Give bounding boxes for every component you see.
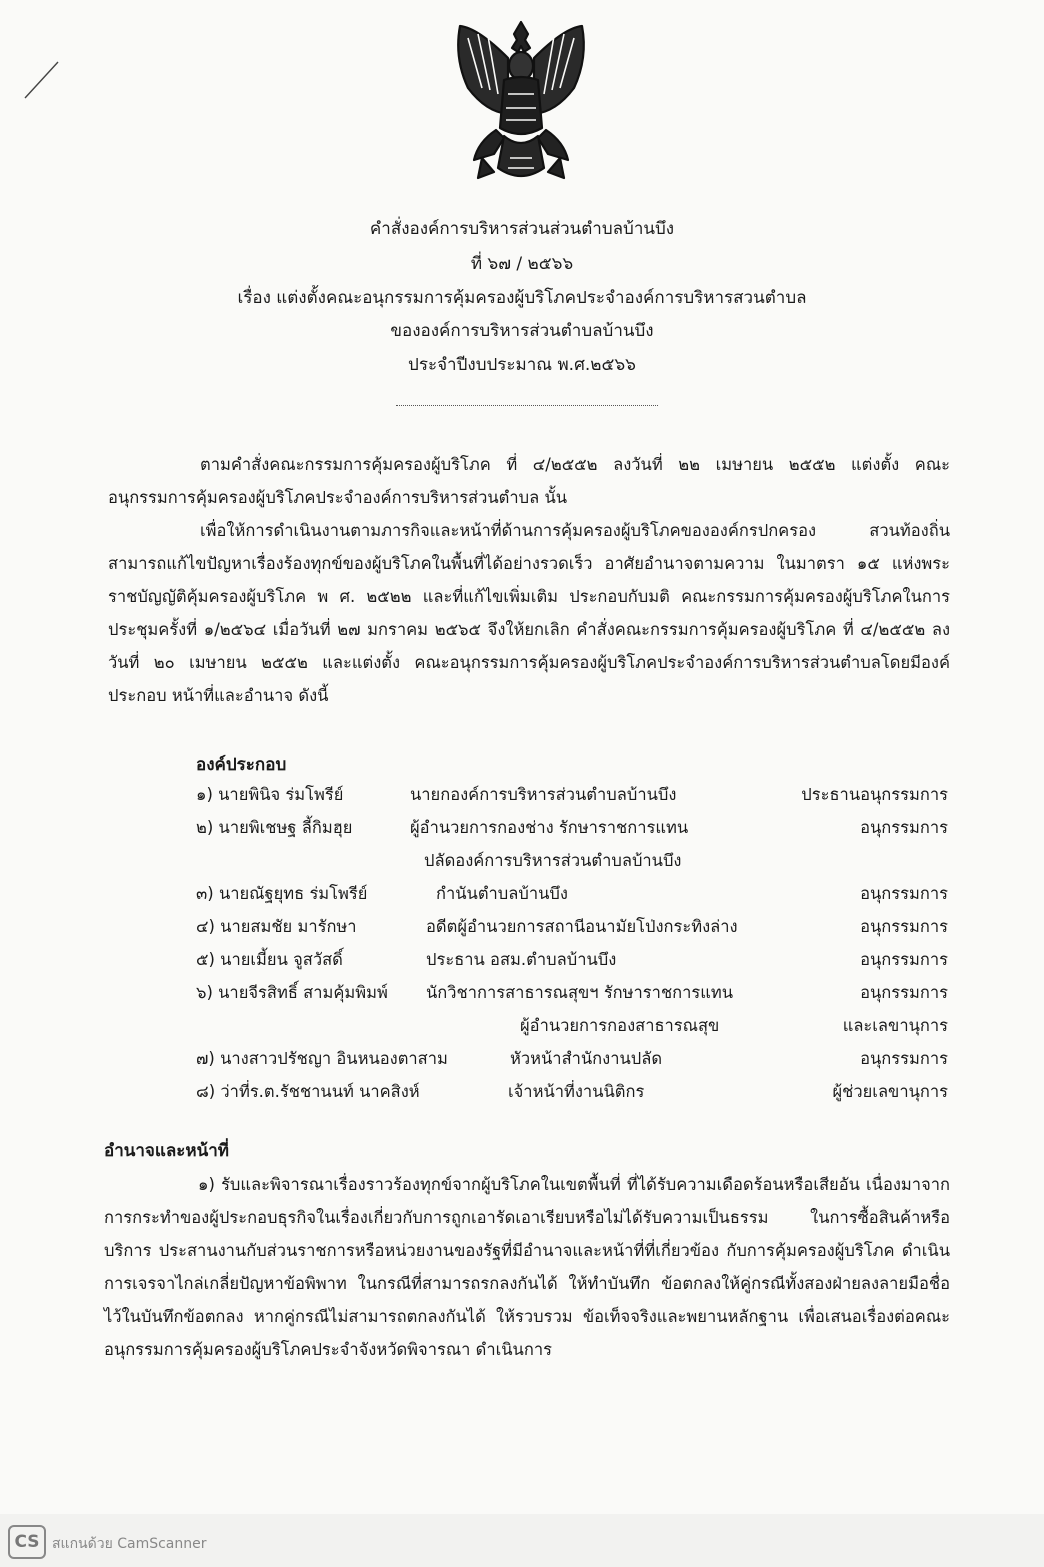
member-role: อนุกรรมการ: [860, 818, 948, 837]
member-role: อนุกรรมการ: [860, 917, 948, 936]
member-role: อนุกรรมการ: [860, 950, 948, 969]
pen-mark-icon: [22, 58, 62, 102]
member-position-cont: ปลัดองค์การบริหารส่วนตำบลบ้านบึง: [424, 851, 682, 870]
member-row: [0, 980, 1044, 1046]
member-row: [0, 947, 1044, 977]
member-position: อดีตผู้อำนวยการสถานีอนามัยโป่งกระทิงล่าง: [426, 917, 738, 936]
order-title: คำสั่งองค์การบริหารส่วนส่วนตำบลบ้านบึง: [369, 219, 675, 239]
member-row: [0, 782, 1044, 812]
scanner-watermark: สแกนด้วย CamScanner: [52, 1536, 207, 1552]
member-name: ๗) นางสาวปรัชญา อินหนองตาสาม: [196, 1049, 448, 1068]
member-name: ๒) นายพิเชษฐ ลี้กิมฮุย: [196, 818, 353, 837]
purpose-text: เพื่อให้การดำเนินงานตามภารกิจและหน้าที่ด้านการคุ้มครองผู้บริโภคขององค์กรปกครอง สวนท้องถิ่นสามารถแก้ไขปัญหาเรื่องร้องทุกข์ของผู้บริโภคในพื้นที่ได้อย่างรวดเร็ว อาศัยอำนาจตามความ ในมาตรา ๑๕ แห่งพระราชบัญญัติคุ้มครองผู้บริโภค พ ศ. ๒๕๒๒ และที่แก้ไขเพิ่มเติม ประกอบกับมติ คณะกรรมการคุ้มครองผู้บริโภคในการประชุมครั้งที่ ๑/๒๕๖๔ เมื่อวันที่ ๒๗ มกราคม ๒๕๖๕ จึงให้ยกเลิก คำสั่งคณะกรรมการคุ้มครองผู้บริโภค ที่ ๔/๒๕๕๒ ลงวันที่ ๒๐ เมษายน ๒๕๕๒ และแต่งตั้ง คณะอนุกรรมการคุ้มครองผู้บริโภคประจำองค์การบริหารส่วนตำบลโดยมีองค์ประกอบ หน้าที่และอำนาจ ดังนี้: [108, 521, 950, 705]
member-name: ๘) ว่าที่ร.ต.รัชชานนท์ นาคสิงห์: [196, 1082, 420, 1101]
member-row: [0, 881, 1044, 911]
member-name: ๖) นายจีรสิทธิ์ สามคุ้มพิมพ์: [196, 983, 388, 1002]
member-role: อนุกรรมการ: [860, 983, 948, 1002]
duty-item-1: [104, 1168, 950, 1366]
member-name: ๔) นายสมชัย มารักษา: [196, 917, 357, 936]
member-position: ผู้อำนวยการกองช่าง รักษาราชการแทน: [410, 818, 689, 837]
subject-line-3: ประจำปีงบประมาณ พ.ศ.๒๕๖๖: [408, 355, 636, 375]
garuda-emblem-icon: [438, 18, 604, 186]
member-role-cont: และเลขานุการ: [842, 1016, 948, 1035]
member-name: ๓) นายณัฐยุทธ ร่มโพรีย์: [196, 884, 368, 903]
member-position: หัวหน้าสำนักงานปลัด: [510, 1049, 663, 1068]
member-row: [0, 914, 1044, 944]
camscanner-logo-icon: CS: [8, 1525, 46, 1559]
intro-text: ตามคำสั่งคณะกรรมการคุ้มครองผู้บริโภค ที่ ๔/๒๕๕๒ ลงวันที่ ๒๒ เมษายน ๒๕๕๒ แต่งตั้ง คณะอนุกรรมการคุ้มครองผู้บริโภคประจำองค์การบริหารส่วนตำบล นั้น: [108, 455, 950, 507]
member-row: [0, 815, 1044, 881]
intro-paragraph: [108, 448, 950, 514]
subject-line-1: เรื่อง แต่งตั้งคณะอนุกรรมการคุ้มครองผู้บริโภคประจำองค์การบริหารสวนตำบล: [237, 288, 807, 308]
purpose-paragraph: [108, 514, 950, 712]
member-row: [0, 1079, 1044, 1109]
member-name: ๑) นายพินิจ ร่มโพรีย์: [196, 785, 344, 804]
member-position: เจ้าหน้าที่งานนิติกร: [508, 1082, 645, 1101]
member-position: นักวิชาการสาธารณสุขฯ รักษาราชการแทน: [426, 983, 734, 1002]
member-position: นายกองค์การบริหารส่วนตำบลบ้านบึง: [410, 785, 677, 804]
member-position: ประธาน อสม.ตำบลบ้านบึง: [426, 950, 617, 969]
member-row: [0, 1046, 1044, 1076]
member-role: ผู้ช่วยเลขานุการ: [832, 1082, 948, 1101]
member-role: ประธานอนุกรรมการ: [801, 785, 948, 804]
header-divider: [396, 405, 658, 406]
duties-heading: อำนาจและหน้าที่: [104, 1141, 229, 1161]
composition-heading: องค์ประกอบ: [196, 755, 287, 775]
member-name: ๕) นายเมี้ยน จูสวัสดิ์: [196, 950, 343, 969]
member-role: อนุกรรมการ: [860, 884, 948, 903]
duty-item-1-text: ๑) รับและพิจารณาเรื่องราวร้องทุกข์จากผู้บริโภคในเขตพื้นที่ ที่ได้รับความเดือดร้อนหรือเสียอัน เนื่องมาจากการกระทำของผู้ประกอบธุรกิจในเรื่องเกี่ยวกับการถูกเอารัดเอาเรียบหรือไม่ได้รับความเป็นธรรม ในการซื้อสินค้าหรือบริการ ประสานงานกับส่วนราชการหรือหน่วยงานของรัฐที่มีอำนาจและหน้าที่ที่เกี่ยวข้อง กับการคุ้มครองผู้บริโภค ดำเนินการเจรจาไกล่เกลี่ยปัญหาข้อพิพาท ในกรณีที่สามารถรกลงกันได้ ให้ทำบันทึก ข้อตกลงให้คู่กรณีทั้งสองฝ่ายลงลายมือชื่อไว้ในบันทึกข้อตกลง หากคู่กรณีไม่สามารถตกลงกันได้ ให้รวบรวม ข้อเท็จจริงและพยานหลักฐาน เพื่อเสนอเรื่องต่อคณะอนุกรรมการคุ้มครองผู้บริโภคประจำจังหวัดพิจารณา ดำเนินการ: [104, 1175, 950, 1359]
member-role: อนุกรรมการ: [860, 1049, 948, 1068]
member-position-cont: ผู้อำนวยการกองสาธารณสุข: [520, 1016, 720, 1035]
subject-line-2: ขององค์การบริหารส่วนตำบลบ้านบึง: [390, 321, 654, 341]
order-number: ที่ ๖๗ / ๒๕๖๖: [470, 254, 574, 274]
member-position: กำนันตำบลบ้านบึง: [436, 884, 568, 903]
